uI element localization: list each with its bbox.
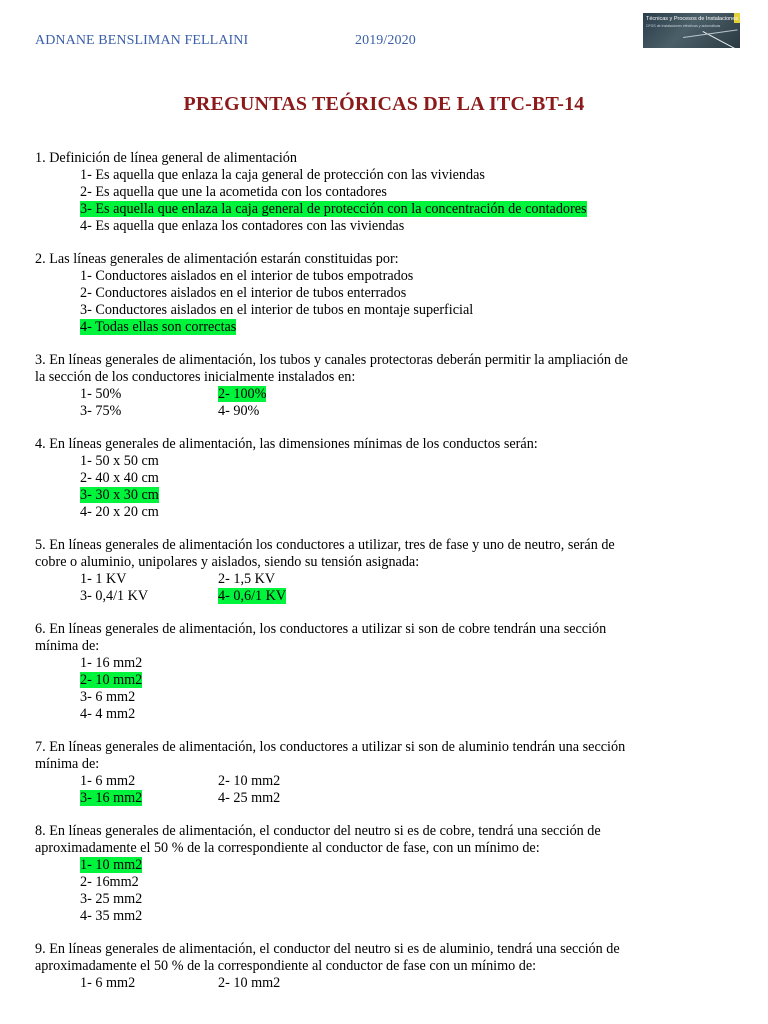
highlighted-option-label: 1- 10 mm2 [80,857,143,873]
questions-list [35,150,725,1008]
question-text-line: 5. En líneas generales de alimentación los conductores a utilizar, tres de fase y uno de neutro, serán de [35,537,615,553]
correct-answer-option [35,319,725,336]
answer-option [218,773,356,790]
highlighted-option-label: 3- 16 mm2 [80,790,143,806]
question-text-line: aproximadamente el 50 % de la correspondiente al conductor de fase, con un mínimo de: [35,840,540,856]
answer-option [35,302,725,319]
option-label: 2- 10 mm2 [218,975,281,991]
answer-option [80,386,218,403]
option-row [35,773,725,790]
answer-option [35,470,725,487]
question-text-line: mínima de: [35,756,100,772]
option-label: 3- 6 mm2 [80,689,136,705]
option-row [35,403,725,420]
option-label: 4- 4 mm2 [80,706,136,722]
answer-option [35,504,725,521]
option-label: 2- 10 mm2 [218,773,281,789]
answer-option [80,403,218,420]
logo-line [683,29,738,38]
question-text-line: 9. En líneas generales de alimentación, el conductor del neutro si es de aluminio, tendrá una sección de [35,941,620,957]
school-year: 2019/2020 [355,33,416,48]
question-text-line: 8. En líneas generales de alimentación, el conductor del neutro si es de cobre, tendrá una sección de [35,823,601,839]
highlighted-option-label: 2- 10 mm2 [80,672,143,688]
question-text-line: mínima de: [35,638,100,654]
answer-option [35,655,725,672]
option-row [35,386,725,403]
answer-option [35,453,725,470]
answer-option [80,588,218,605]
page-header [35,33,416,49]
author-name: ADNANE BENSLIMAN FELLAINI [35,33,249,48]
answer-option [35,184,725,201]
question-2 [35,251,725,336]
institution-logo [643,13,740,48]
question-text-line: cobre o aluminio, unipolares y aislados, siendo su tensión asignada: [35,554,420,570]
question-text: 2. Las líneas generales de alimentación estarán constituidas por: [35,251,399,267]
page-title: PREGUNTAS TEÓRICAS DE LA ITC-BT-14 [183,93,585,115]
option-label: 2- Es aquella que une la acometida con los contadores [80,184,387,200]
option-label: 3- 25 mm2 [80,891,143,907]
option-label: 2- 40 x 40 cm [80,470,159,486]
option-label: 4- 20 x 20 cm [80,504,159,520]
answer-option [218,975,356,992]
answer-option [218,790,356,807]
answer-option [35,218,725,235]
option-label: 4- 25 mm2 [218,790,281,806]
option-label: 1- 1 KV [80,571,127,587]
answer-option [80,773,218,790]
correct-answer-option [35,201,725,218]
option-row [35,571,725,588]
option-label: 3- 0,4/1 KV [80,588,149,604]
correct-answer-option [35,672,725,689]
option-label: 1- 6 mm2 [80,773,136,789]
answer-option [218,571,356,588]
option-label: 2- 1,5 KV [218,571,276,587]
option-label: 1- 16 mm2 [80,655,143,671]
question-text-line: 6. En líneas generales de alimentación, los conductores a utilizar si son de cobre tendrán una sección [35,621,607,637]
correct-answer-option [80,790,218,807]
option-label: 2- 16mm2 [80,874,139,890]
question-9 [35,941,725,992]
question-4 [35,436,725,521]
option-label: 4- 35 mm2 [80,908,143,924]
highlighted-option-label: 3- Es aquella que enlaza la caja general de protección con la concentración de contadores [80,201,587,217]
highlighted-option-label: 4- Todas ellas son correctas [80,319,237,335]
question-text-line: 3. En líneas generales de alimentación, los tubos y canales protectoras deberán permitir la ampliación de [35,352,628,368]
option-row [35,790,725,807]
question-5 [35,537,725,605]
question-text-line: aproximadamente el 50 % de la correspondiente al conductor de fase con un mínimo de: [35,958,537,974]
option-label: 1- 6 mm2 [80,975,136,991]
answer-option [80,571,218,588]
question-3 [35,352,725,420]
answer-option [35,689,725,706]
logo-text: Técnicas y Procesos de Instalaciones [646,16,739,22]
question-6 [35,621,725,723]
question-text-line: 7. En líneas generales de alimentación, los conductores a utilizar si son de aluminio tendrán una sección [35,739,626,755]
option-label: 1- 50 x 50 cm [80,453,159,469]
correct-answer-option [35,487,725,504]
answer-option [35,706,725,723]
question-text: 1. Definición de línea general de alimentación [35,150,297,166]
option-label: 3- 75% [80,403,122,419]
option-label: 1- 50% [80,386,122,402]
answer-option [35,285,725,302]
question-7 [35,739,725,807]
answer-option [35,874,725,891]
option-label: 4- 90% [218,403,260,419]
correct-answer-option [218,386,356,403]
answer-option [35,891,725,908]
correct-answer-option [218,588,356,605]
option-label: 1- Es aquella que enlaza la caja general de protección con las viviendas [80,167,485,183]
option-label: 3- Conductores aislados en el interior de tubos en montaje superficial [80,302,474,318]
question-text-line: la sección de los conductores inicialmente instalados en: [35,369,356,385]
option-label: 4- Es aquella que enlaza los contadores con las viviendas [80,218,405,234]
answer-option [35,167,725,184]
question-8 [35,823,725,925]
answer-option [80,975,218,992]
answer-option [35,268,725,285]
answer-option [218,403,356,420]
correct-answer-option [35,857,725,874]
answer-option [35,908,725,925]
option-row [35,588,725,605]
option-label: 1- Conductores aislados en el interior de tubos empotrados [80,268,414,284]
highlighted-option-label: 2- 100% [218,386,267,402]
logo-subtext: CFGS de Instalaciones eléctricas y automáticas [646,24,721,28]
question-1 [35,150,725,235]
highlighted-option-label: 3- 30 x 30 cm [80,487,159,503]
question-text: 4. En líneas generales de alimentación, las dimensiones mínimas de los conductos serán: [35,436,538,452]
highlighted-option-label: 4- 0,6/1 KV [218,588,287,604]
option-label: 2- Conductores aislados en el interior de tubos enterrados [80,285,407,301]
option-row [35,975,725,992]
